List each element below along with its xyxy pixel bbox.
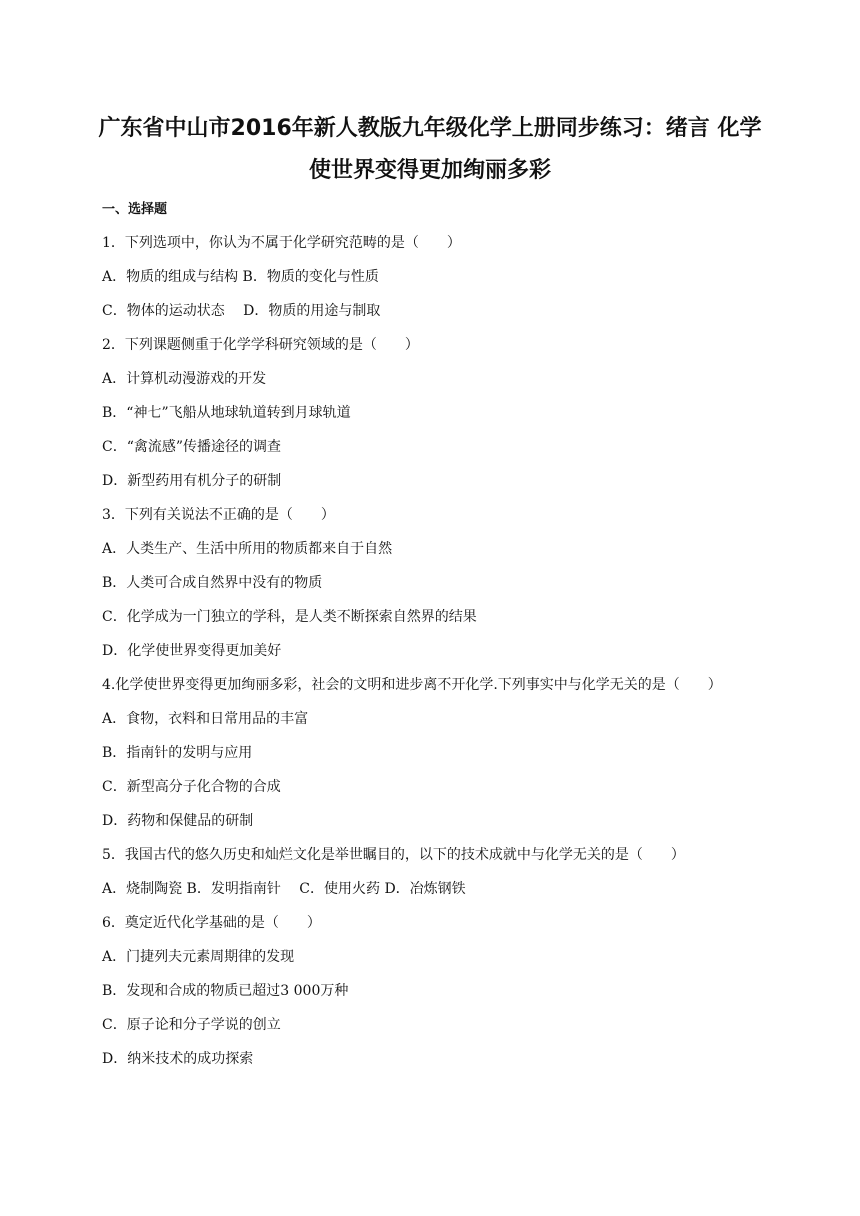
- question-4-option-b: B．指南针的发明与应用: [102, 745, 253, 761]
- document-title-line-1: 广东省中山市2016年新人教版九年级化学上册同步练习：绪言 化学: [98, 116, 762, 141]
- question-3-option-a: A．人类生产、生活中所用的物质都来自于自然: [102, 541, 393, 557]
- document-title-line-2: 使世界变得更加绚丽多彩: [308, 158, 551, 183]
- question-6-stem: 6．奠定近代化学基础的是（ ）: [102, 915, 321, 931]
- question-1-options-cd: C．物体的运动状态 D．物质的用途与制取: [102, 303, 381, 319]
- question-1-options-ab: A．物质的组成与结构 B．物质的变化与性质: [102, 269, 379, 285]
- question-5-stem: 5．我国古代的悠久历史和灿烂文化是举世瞩目的，以下的技术成就中与化学无关的是（ ）: [102, 847, 685, 863]
- question-3-stem: 3．下列有关说法不正确的是（ ）: [102, 507, 335, 523]
- question-6-option-d: D．纳米技术的成功探索: [102, 1051, 254, 1067]
- section-heading: 一、选择题: [102, 202, 168, 217]
- question-6-option-b: B．发现和合成的物质已超过3 000万种: [102, 983, 349, 999]
- question-5-options: A．烧制陶瓷 B．发明指南针 C．使用火药 D．冶炼钢铁: [102, 881, 466, 897]
- question-2-stem: 2．下列课题侧重于化学学科研究领域的是（ ）: [102, 337, 419, 353]
- question-3-option-c: C．化学成为一门独立的学科，是人类不断探索自然界的结果: [102, 609, 477, 625]
- question-2-option-a: A．计算机动漫游戏的开发: [102, 371, 267, 387]
- question-1-stem: 1．下列选项中，你认为不属于化学研究范畴的是（ ）: [102, 235, 461, 251]
- question-3-option-d: D．化学使世界变得更加美好: [102, 643, 282, 659]
- question-2-option-b: B．“神七”飞船从地球轨道转到月球轨道: [102, 405, 351, 421]
- question-6-option-c: C．原子论和分子学说的创立: [102, 1017, 281, 1033]
- question-2-option-c: C．“禽流感”传播途径的调查: [102, 439, 282, 455]
- question-4-option-a: A．食物，衣料和日常用品的丰富: [102, 711, 309, 727]
- question-3-option-b: B．人类可合成自然界中没有的物质: [102, 575, 323, 591]
- question-2-option-d: D．新型药用有机分子的研制: [102, 473, 282, 489]
- question-4-option-d: D．药物和保健品的研制: [102, 813, 254, 829]
- question-6-option-a: A．门捷列夫元素周期律的发现: [102, 949, 295, 965]
- question-4-option-c: C．新型高分子化合物的合成: [102, 779, 281, 795]
- question-4-stem: 4.化学使世界变得更加绚丽多彩，社会的文明和进步离不开化学.下列事实中与化学无关的是（ ）: [102, 677, 722, 693]
